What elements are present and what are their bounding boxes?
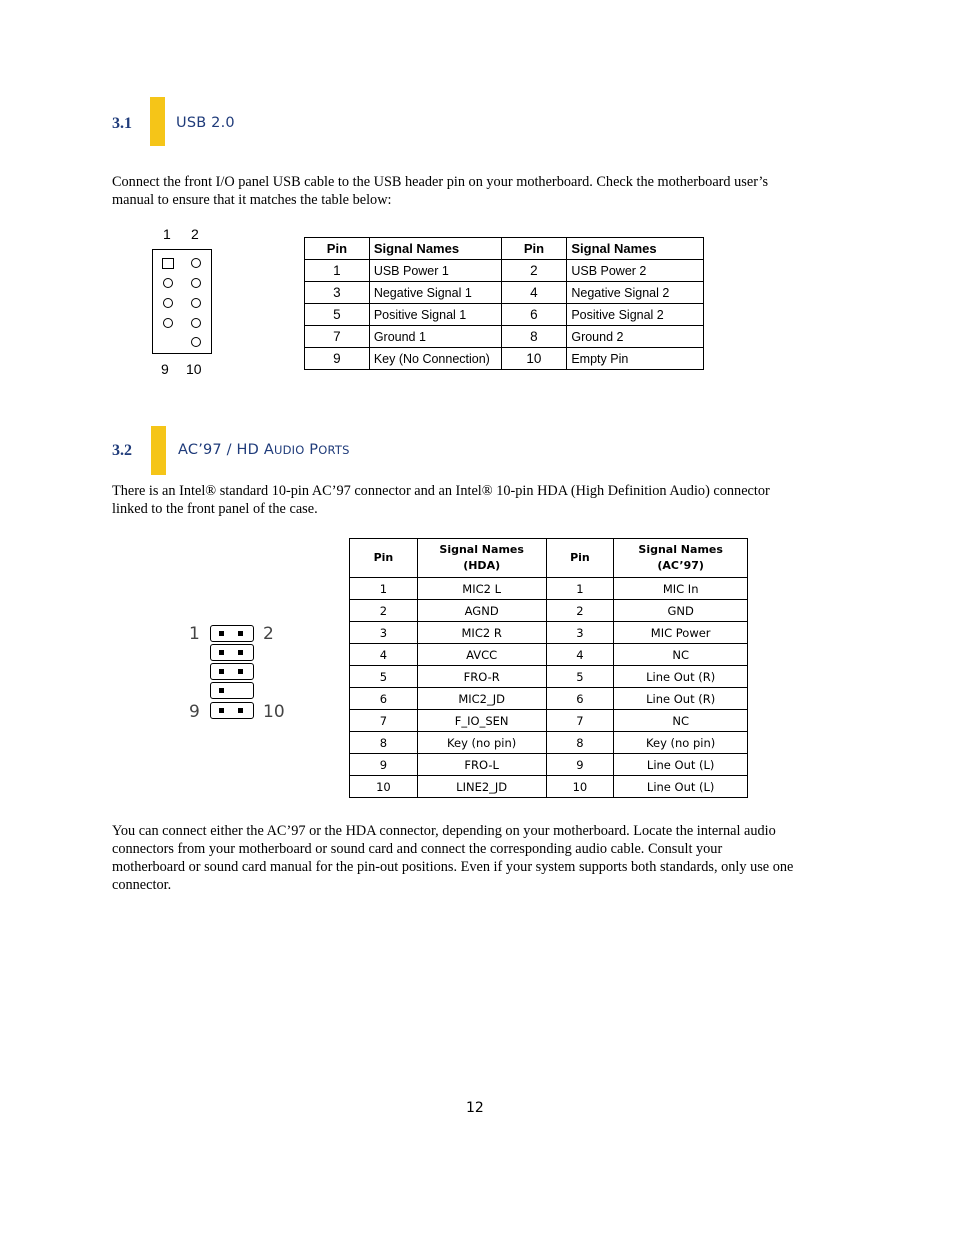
pin-label: 1	[163, 226, 171, 242]
signal-cell: LINE2_JD	[417, 776, 546, 798]
pin-cell: 7	[546, 710, 614, 732]
pin-label: 2	[263, 624, 274, 644]
pin-label: 9	[161, 361, 169, 377]
table-row	[305, 260, 704, 282]
table-row	[350, 600, 748, 622]
section-paragraph	[112, 482, 770, 518]
signal-cell: Negative Signal 2	[567, 282, 704, 304]
table-row	[350, 732, 748, 754]
table-header: Pin	[305, 238, 370, 260]
pin-pair-key	[210, 682, 254, 699]
pin-cell: 1	[546, 578, 614, 600]
signal-cell: Key (no pin)	[417, 732, 546, 754]
page-number: 12	[466, 1100, 484, 1116]
paragraph-line: connectors from your motherboard or sound card and connect the corresponding audio cable. Consult your	[112, 841, 723, 857]
signal-cell: Ground 2	[567, 326, 704, 348]
pin-cell: 9	[305, 348, 370, 370]
pin-cell: 10	[350, 776, 418, 798]
signal-cell: AVCC	[417, 644, 546, 666]
paragraph-line: linked to the front panel of the case.	[112, 501, 318, 517]
section-number: 3.1	[112, 115, 132, 132]
audio-pin-table	[349, 538, 748, 798]
pin-cell: 8	[546, 732, 614, 754]
pin-cell: 3	[305, 282, 370, 304]
signal-cell: Positive Signal 1	[369, 304, 501, 326]
signal-cell: MIC In	[614, 578, 748, 600]
pin-cell: 1	[305, 260, 370, 282]
pin-cell: 6	[350, 688, 418, 710]
signal-cell: F_IO_SEN	[417, 710, 546, 732]
paragraph-line: manual to ensure that it matches the table below:	[112, 192, 392, 208]
pin-pair	[210, 644, 254, 661]
signal-cell: FRO-R	[417, 666, 546, 688]
pin-circle	[191, 337, 201, 347]
header-line: (HDA)	[463, 559, 501, 572]
closing-paragraph	[112, 822, 793, 894]
signal-cell: NC	[614, 644, 748, 666]
header-line: Pin	[570, 551, 590, 564]
pin-cell: 4	[350, 644, 418, 666]
table-row	[350, 622, 748, 644]
pin-cell: 8	[350, 732, 418, 754]
signal-cell: AGND	[417, 600, 546, 622]
pin-cell: 4	[546, 644, 614, 666]
signal-cell: NC	[614, 710, 748, 732]
table-row	[350, 644, 748, 666]
table-header: Pin	[501, 238, 567, 260]
table-row	[350, 710, 748, 732]
signal-cell: FRO-L	[417, 754, 546, 776]
table-row	[305, 348, 704, 370]
signal-cell: Ground 1	[369, 326, 501, 348]
pin-circle	[191, 258, 201, 268]
title-part: AC’97 / HD A	[178, 442, 274, 458]
table-row	[350, 688, 748, 710]
paragraph-line: There is an Intel® standard 10-pin AC’97 connector and an Intel® 10-pin HDA (High Definition Audio) connector	[112, 483, 770, 499]
table-row	[305, 282, 704, 304]
pin-cell: 6	[501, 304, 567, 326]
section-accent-bar	[150, 97, 165, 146]
signal-cell: MIC2_JD	[417, 688, 546, 710]
signal-cell: MIC2 L	[417, 578, 546, 600]
signal-cell: Key (No Connection)	[369, 348, 501, 370]
pin-label: 2	[191, 226, 199, 242]
table-header-row	[350, 539, 748, 578]
table-header	[546, 539, 614, 578]
table-header	[350, 539, 418, 578]
audio-header-diagram	[186, 620, 291, 725]
usb-header-diagram	[152, 226, 222, 386]
pin-circle	[191, 318, 201, 328]
signal-cell: Line Out (L)	[614, 754, 748, 776]
signal-cell: Line Out (R)	[614, 666, 748, 688]
pin-label: 10	[263, 702, 285, 722]
header-outline	[152, 249, 212, 354]
section-accent-bar	[151, 426, 166, 475]
pin-cell: 3	[350, 622, 418, 644]
signal-cell: Key (no pin)	[614, 732, 748, 754]
table-header	[614, 539, 748, 578]
pin-circle	[163, 298, 173, 308]
pin-cell: 5	[305, 304, 370, 326]
title-part: ORTS	[318, 443, 350, 457]
pin-circle	[191, 278, 201, 288]
usb-pin-table	[304, 237, 704, 370]
pin-label: 9	[189, 702, 200, 722]
signal-cell: GND	[614, 600, 748, 622]
title-part: UDIO	[273, 443, 305, 457]
signal-cell: Empty Pin	[567, 348, 704, 370]
pin-label: 10	[186, 361, 202, 377]
signal-cell: USB Power 1	[369, 260, 501, 282]
section-title: USB 2.0	[176, 115, 235, 131]
signal-cell: MIC2 R	[417, 622, 546, 644]
pin-cell: 2	[501, 260, 567, 282]
pin-cell: 9	[546, 754, 614, 776]
pin-cell: 5	[546, 666, 614, 688]
table-header-row	[305, 238, 704, 260]
pin-cell: 1	[350, 578, 418, 600]
pin-cell: 2	[546, 600, 614, 622]
pin-circle	[163, 318, 173, 328]
pin-cell: 8	[501, 326, 567, 348]
paragraph-line: Connect the front I/O panel USB cable to the USB header pin on your motherboard. Check the motherboard user’s	[112, 174, 769, 190]
header-line: Signal Names	[638, 543, 723, 556]
table-row	[350, 666, 748, 688]
pin-cell: 2	[350, 600, 418, 622]
section-title	[178, 442, 350, 458]
pin-circle	[191, 298, 201, 308]
pin-cell: 7	[350, 710, 418, 732]
paragraph-line: You can connect either the AC’97 or the HDA connector, depending on your motherboard. Locate the internal audio	[112, 823, 776, 839]
paragraph-line: motherboard or sound card manual for the pin-out positions. Even if your system supports both standards, only use one	[112, 859, 794, 875]
section-number: 3.2	[112, 442, 132, 459]
table-header	[417, 539, 546, 578]
pin-cell: 4	[501, 282, 567, 304]
signal-cell: Negative Signal 1	[369, 282, 501, 304]
title-part: P	[304, 442, 319, 458]
header-line: (AC’97)	[657, 559, 704, 572]
pin-cell: 3	[546, 622, 614, 644]
table-row	[305, 304, 704, 326]
table-row	[350, 578, 748, 600]
pin-circle	[163, 278, 173, 288]
section-paragraph	[112, 173, 768, 209]
pin-pair	[210, 702, 254, 719]
pin-cell: 7	[305, 326, 370, 348]
pin-1-square	[162, 258, 174, 269]
pin-cell: 10	[546, 776, 614, 798]
pin-pair	[210, 663, 254, 680]
table-row	[350, 754, 748, 776]
header-line: Signal Names	[439, 543, 524, 556]
pin-cell: 10	[501, 348, 567, 370]
pin-label: 1	[189, 624, 200, 644]
table-header: Signal Names	[369, 238, 501, 260]
signal-cell: Line Out (L)	[614, 776, 748, 798]
header-line: Pin	[373, 551, 394, 564]
pin-cell: 6	[546, 688, 614, 710]
signal-cell: MIC Power	[614, 622, 748, 644]
pin-pair	[210, 625, 254, 642]
pin-cell: 5	[350, 666, 418, 688]
paragraph-line: connector.	[112, 877, 172, 893]
signal-cell: Line Out (R)	[614, 688, 748, 710]
table-row	[305, 326, 704, 348]
table-row	[350, 776, 748, 798]
signal-cell: Positive Signal 2	[567, 304, 704, 326]
table-header: Signal Names	[567, 238, 704, 260]
pin-cell: 9	[350, 754, 418, 776]
signal-cell: USB Power 2	[567, 260, 704, 282]
